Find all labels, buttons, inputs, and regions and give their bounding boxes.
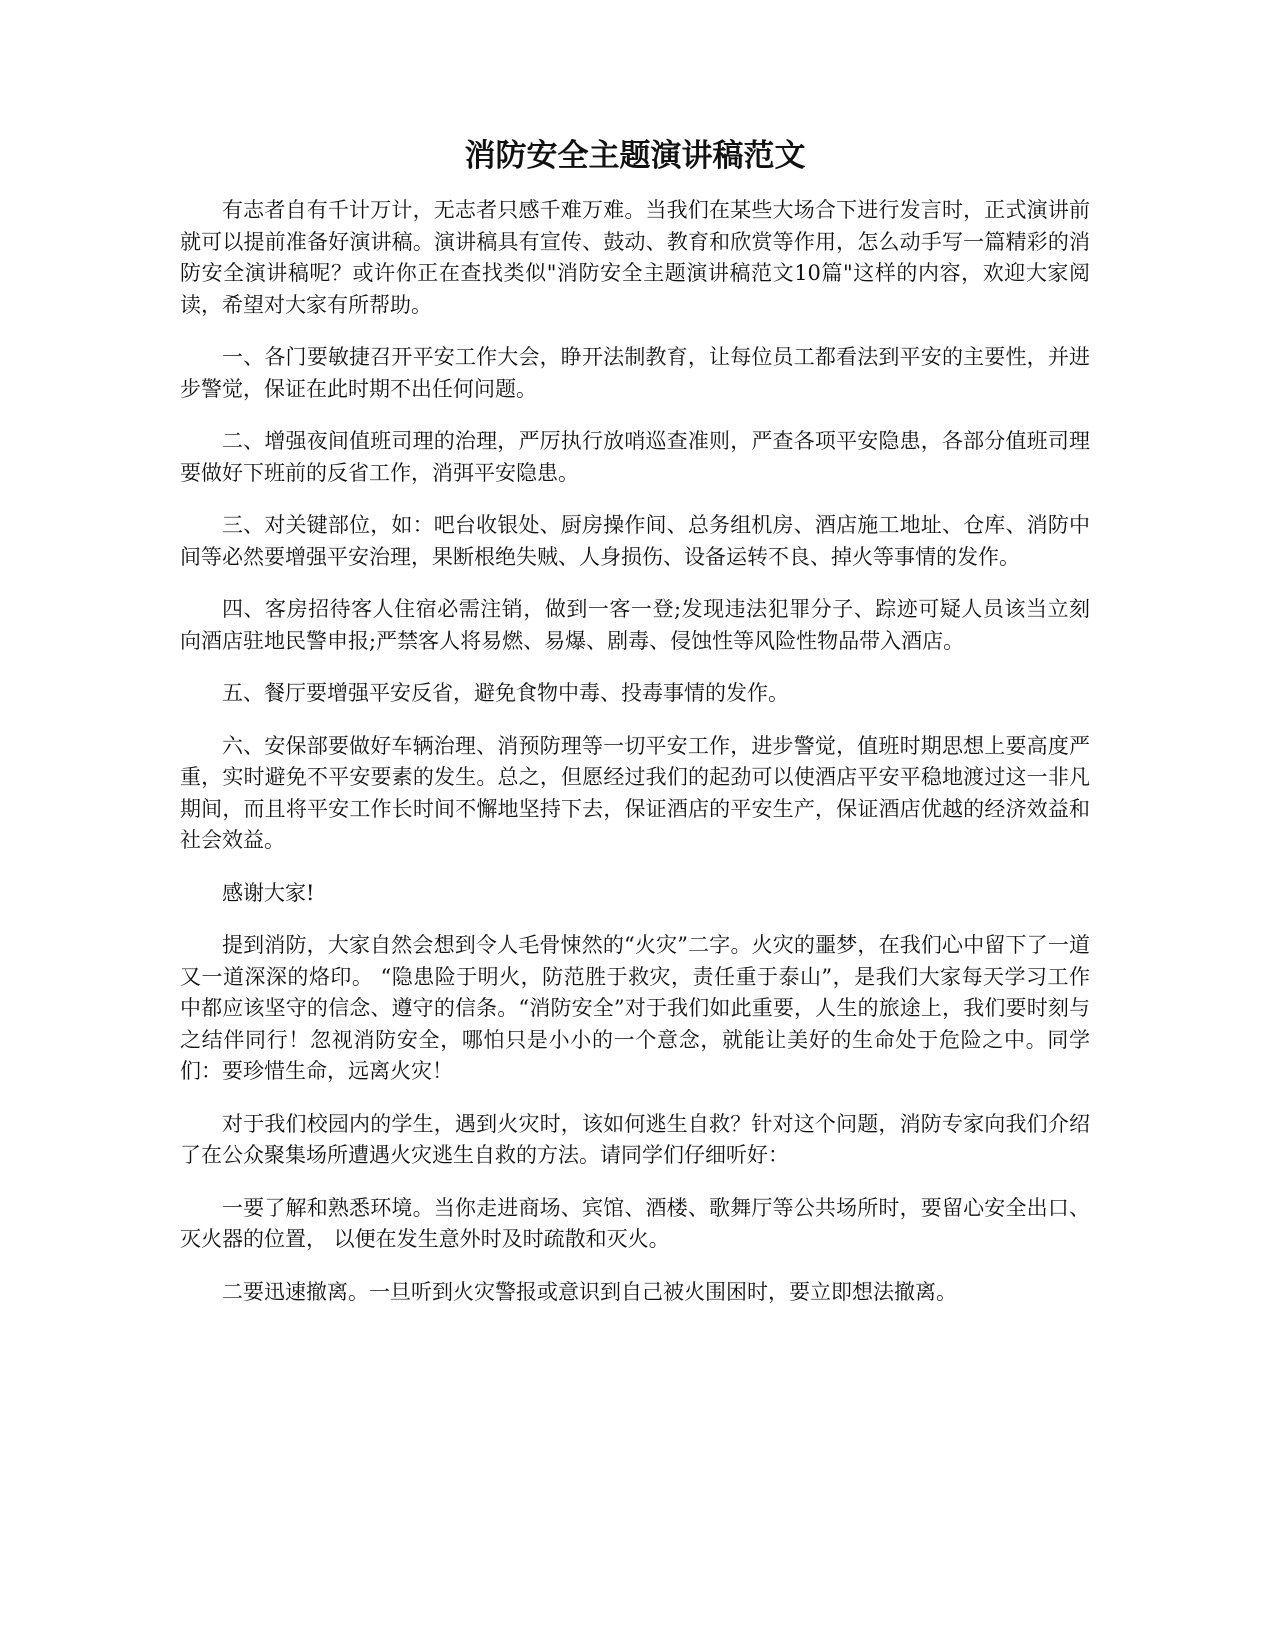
paragraph-escape-question: 对于我们校园内的学生，遇到火灾时，该如何逃生自救？针对这个问题，消防专家向我们介绍了在公众聚集场所遭遇火灾逃生自救的方法。请同学们仔细听好： xyxy=(180,1111,1090,1168)
paragraph-fire-intro: 提到消防，大家自然会想到令人毛骨悚然的“火灾”二字。火灾的噩梦，在我们心中留下了一道又一道深深的烙印。 “隐患险于明火，防范胜于救灾，责任重于泰山”，是我们大家每天学习工作中都应该坚守的信念、遵守的信条。“消防安全”对于我们如此重要，人生的旅途上，我们要时刻与之结伴同行！忽视消防安全，哪怕只是小小的一个意念，就能让美好的生命处于危险之中。同学们：要珍惜生命，远离火灾！ xyxy=(180,933,1090,1084)
paragraph-intro: 有志者自有千计万计，无志者只感千难万难。当我们在某些大场合下进行发言时，正式演讲前就可以提前准备好演讲稿。演讲稿具有宣传、鼓动、教育和欣赏等作用，怎么动手写一篇精彩的消防安全演讲稿呢？或许你正在查找类似"消防安全主题演讲稿范文10篇"这样的内容，欢迎大家阅读，希望对大家有所帮助。 xyxy=(180,198,1090,317)
paragraph-item-5: 五、餐厅要增强平安反省，避免食物中毒、投毒事情的发作。 xyxy=(222,681,789,706)
paragraph-item-3: 三、对关键部位，如：吧台收银处、厨房操作间、总务组机房、酒店施工地址、仓库、消防中间等必然要增强平安治理，果断根绝失贼、人身损伤、设备运转不良、掉火等事情的发作。 xyxy=(180,513,1090,569)
document-title: 消防安全主题演讲稿范文 xyxy=(464,138,806,174)
paragraph-item-1: 一、各门要敏捷召开平安工作大会，睁开法制教育，让每位员工都看法到平安的主要性，并进步警觉，保证在此时期不出任何问题。 xyxy=(180,345,1090,401)
document-page xyxy=(180,138,1090,1329)
paragraph-escape-tip-1: 一要了解和熟悉环境。当你走进商场、宾馆、酒楼、歌舞厅等公共场所时，要留心安全出口、灭火器的位置， 以便在发生意外时及时疏散和灭火。 xyxy=(180,1195,1090,1252)
paragraph-item-6: 六、安保部要做好车辆治理、消预防理等一切平安工作，进步警觉，值班时期思想上要高度严重，实时避免不平安要素的发生。总之，但愿经过我们的起劲可以使酒店平安平稳地渡过这一非凡期间，而且将平安工作长时间不懈地坚持下去，保证酒店的平安生产，保证酒店优越的经济效益和社会效益。 xyxy=(180,733,1090,853)
paragraph-item-4: 四、客房招待客人住宿必需注销，做到一客一登;发现违法犯罪分子、踪迹可疑人员该当立刻向酒店驻地民警申报;严禁客人将易燃、易爆、剧毒、侵蚀性等风险性物品带入酒店。 xyxy=(180,597,1090,653)
paragraph-thanks: 感谢大家! xyxy=(222,880,315,905)
paragraph-escape-tip-2: 二要迅速撤离。一旦听到火灾警报或意识到自己被火围困时，要立即想法撤离。 xyxy=(222,1279,957,1304)
paragraph-item-2: 二、增强夜间值班司理的治理，严厉执行放哨巡查准则，严查各项平安隐患，各部分值班司理要做好下班前的反省工作，消弭平安隐患。 xyxy=(180,429,1090,485)
